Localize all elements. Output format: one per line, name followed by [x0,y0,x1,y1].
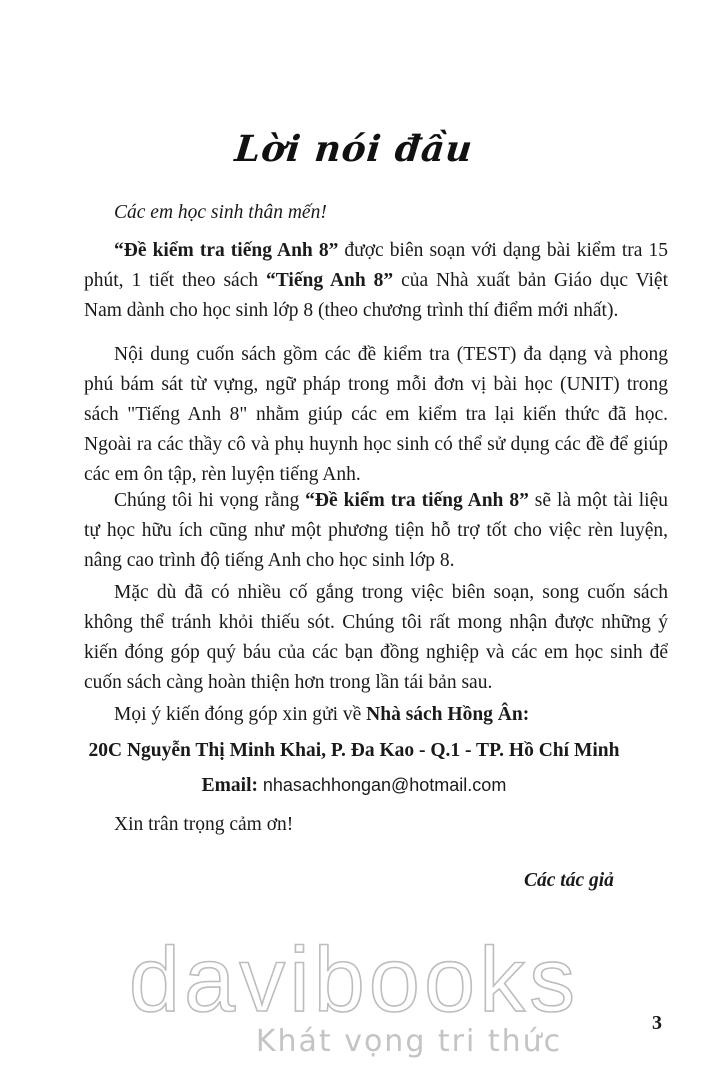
paragraph-4 [84,578,668,698]
authors-signature: Các tác giả [524,870,614,891]
email-address: nhasachhongan@hotmail.com [262,775,507,795]
publisher-name: Nhà sách Hồng Ân: [366,704,530,725]
textbook-title-bold: “Tiếng Anh 8” [266,270,394,291]
page-number: 3 [652,1012,662,1034]
paragraph-5 [84,700,668,730]
paragraph-3-text-a: Chúng tôi hi vọng rằng [114,490,306,511]
page-title: Lời nói đầu [232,128,476,170]
paragraph-5-text: Mọi ý kiến đóng góp xin gửi về [114,704,367,725]
paragraph-1 [84,236,668,326]
paragraph-2-text: Nội dung cuốn sách gồm các đề kiểm tra (TEST) đa dạng và phong phú bám sát từ vựng, ngữ pháp trong mỗi đơn vị bài học (UNIT) trong sách "Tiếng Anh 8" nhằm giúp các em kiểm tra lại kiến thức đã học. Ngoài ra các thầy cô và phụ huynh học sinh có thể sử dụng các đề để giúp các em ôn tập, rèn luyện tiếng Anh. [84,344,668,485]
paragraph-1-text-b: của Nhà xuất bản Giáo dục Việt Nam dành cho học sinh lớp 8 (theo chương trình thí điểm mới nhất). [84,270,668,321]
paragraph-3-text-b: sẽ là một tài liệu tự học hữu ích cũng như một phương tiện hỗ trợ tốt cho việc rèn luyện, nâng cao trình độ tiếng Anh cho học sinh lớp 8. [84,490,668,571]
book-title-bold-2: “Đề kiểm tra tiếng Anh 8” [305,490,529,511]
greeting: Các em học sinh thân mến! [114,202,327,223]
paragraph-3 [84,486,668,576]
email-line [0,775,708,797]
watermark-brand: davibooks [128,929,580,1031]
paragraph-1-text-a: được biên soạn với dạng bài kiểm tra 15 phút, 1 tiết theo sách [84,240,668,291]
thanks-line: Xin trân trọng cảm ơn! [114,814,294,835]
book-title-bold: “Đề kiểm tra tiếng Anh 8” [114,240,339,261]
publisher-address: 20C Nguyễn Thị Minh Khai, P. Đa Kao - Q.1 - TP. Hồ Chí Minh [88,740,620,761]
paragraph-4-text: Mặc dù đã có nhiều cố gắng trong việc biên soạn, song cuốn sách không thể tránh khỏi thiếu sót. Chúng tôi rất mong nhận được những ý kiến đóng góp quý báu của các bạn đồng nghiệp và các em học sinh để cuốn sách càng hoàn thiện hơn trong lần tái bản sau. [84,582,668,693]
paragraph-2 [84,340,668,490]
email-label: Email: [201,775,259,796]
watermark-slogan: Khát vọng tri thức [255,1024,563,1059]
